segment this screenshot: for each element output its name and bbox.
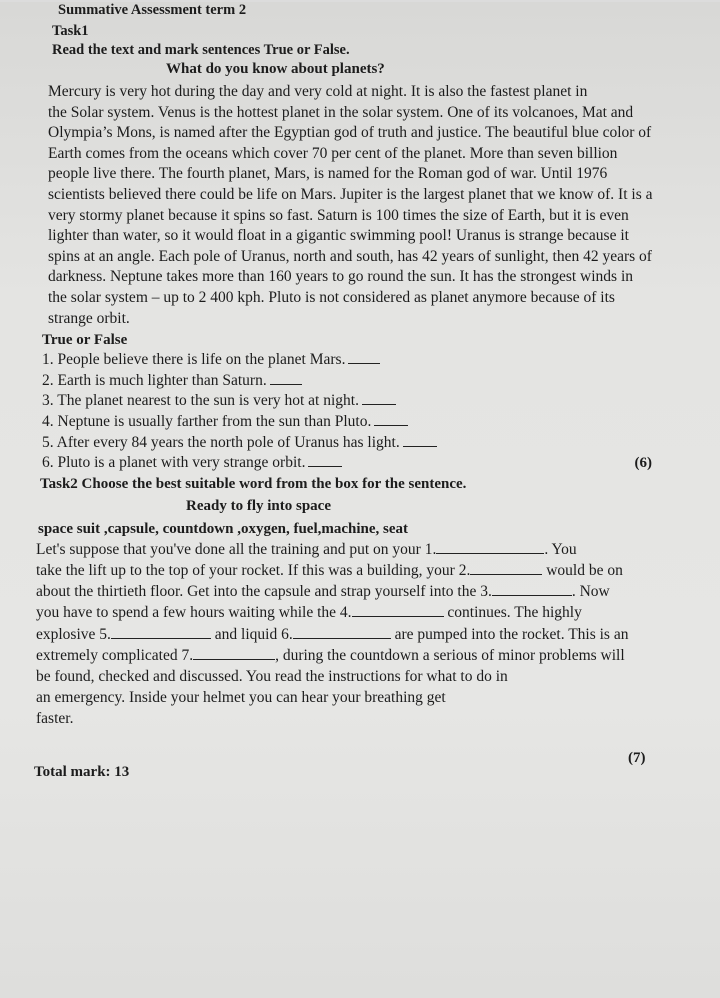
gap-2[interactable] (470, 562, 542, 575)
question-1 (42, 350, 702, 371)
question-text: 3. The planet nearest to the sun is very hot at night. (42, 392, 359, 410)
gap-line: you have to spend a few hours waiting while the 4. continues. The highly (36, 604, 582, 622)
gap-line: an emergency. Inside your helmet you can hear your breathing get (36, 689, 446, 707)
text-title: What do you know about planets? (166, 61, 385, 77)
gap-line: faster. (36, 710, 74, 728)
passage-line: Earth comes from the oceans which cover 70 per cent of the planet. More than seven billion (48, 144, 618, 162)
passage-line: darkness. Neptune takes more than 160 years to go round the sun. It has the strongest winds in (48, 268, 634, 286)
gap-fill-text (36, 539, 688, 730)
task1-instruction: Read the text and mark sentences True or False. (52, 42, 350, 58)
question-text: 5. After every 84 years the north pole of Uranus has light. (42, 433, 400, 451)
gap-line: extremely complicated 7. , during the countdown a serious of minor problems will (36, 646, 625, 664)
passage-line: people live there. The fourth planet, Mars, is named for the Roman god of war. Until 1976 (48, 165, 608, 183)
gap-7[interactable] (193, 647, 275, 660)
question-text: 4. Neptune is usually farther from the sun than Pluto. (42, 412, 372, 430)
question-3 (42, 391, 702, 412)
task2-instruction: Task2 Choose the best suitable word from the box for the sentence. (40, 475, 467, 492)
passage-line: the solar system – up to 2 400 kph. Pluto is not considered as planet anymore because of its (48, 288, 615, 306)
question-text: 6. Pluto is a planet with very strange orbit. (42, 454, 306, 472)
task1-heading: Task1 (52, 23, 89, 39)
answer-blank[interactable] (348, 351, 380, 364)
worksheet-page (0, 2, 720, 998)
question-6 (42, 453, 702, 474)
word-box: space suit ,capsule, countdown ,oxygen, fuel,machine, seat (38, 520, 409, 537)
gap-6[interactable] (293, 626, 391, 639)
gap-line: explosive 5. and liquid 6. are pumped into the rocket. This is an (36, 625, 629, 643)
gap-1[interactable] (436, 541, 544, 554)
passage-line: lighter than water, so it would float in a gigantic swimming pool! Uranus is strange because it (48, 227, 629, 245)
gap-5[interactable] (111, 626, 211, 639)
gap-line: Let's suppose that you've done all the training and put on your 1. . You (36, 540, 577, 558)
question-text: 1. People believe there is life on the planet Mars. (42, 351, 346, 369)
gap-3[interactable] (492, 583, 572, 596)
passage-line: strange orbit. (48, 309, 130, 327)
task1-mark: (6) (634, 455, 652, 472)
reading-passage (48, 82, 702, 329)
passage-line: the Solar system. Venus is the hottest planet in the solar system. One of its volcanoes, Mat and (48, 103, 634, 121)
total-mark: Total mark: 13 (34, 764, 130, 780)
passage-line: spins at an angle. Each pole of Uranus, north and south, has 42 years of sunlight, then 42 years of (48, 247, 652, 265)
answer-blank[interactable] (403, 434, 437, 447)
passage-line: Mercury is very hot during the day and very cold at night. It is also the fastest planet in (48, 83, 588, 100)
answer-blank[interactable] (308, 454, 342, 467)
passage-line: Olympia’s Mons, is named after the Egyptian god of truth and justice. The beautiful blue color of (48, 124, 652, 142)
gap-4[interactable] (352, 604, 444, 617)
page-title: Summative Assessment term 2 (58, 2, 247, 18)
question-4 (42, 412, 702, 433)
answer-blank[interactable] (374, 413, 408, 426)
answer-blank[interactable] (270, 372, 302, 385)
question-2 (42, 371, 702, 392)
answer-blank[interactable] (362, 392, 396, 405)
task2-mark: (7) (628, 750, 646, 766)
passage-line: scientists believed there could be life on Mars. Jupiter is the largest planet that we know of. It is a (48, 185, 653, 203)
passage-line: very stormy planet because it spins so fast. Saturn is 100 times the size of Earth, but it is even (48, 206, 629, 224)
task2-title: Ready to fly into space (186, 497, 331, 514)
true-false-heading: True or False (42, 332, 128, 349)
gap-line: about the thirtieth floor. Get into the capsule and strap yourself into the 3. . Now (36, 583, 610, 601)
gap-line: be found, checked and discussed. You read the instructions for what to do in (36, 667, 508, 685)
question-text: 2. Earth is much lighter than Saturn. (42, 371, 267, 389)
gap-line: take the lift up to the top of your rocket. If this was a building, your 2. would be on (36, 561, 623, 579)
question-5 (42, 433, 702, 454)
